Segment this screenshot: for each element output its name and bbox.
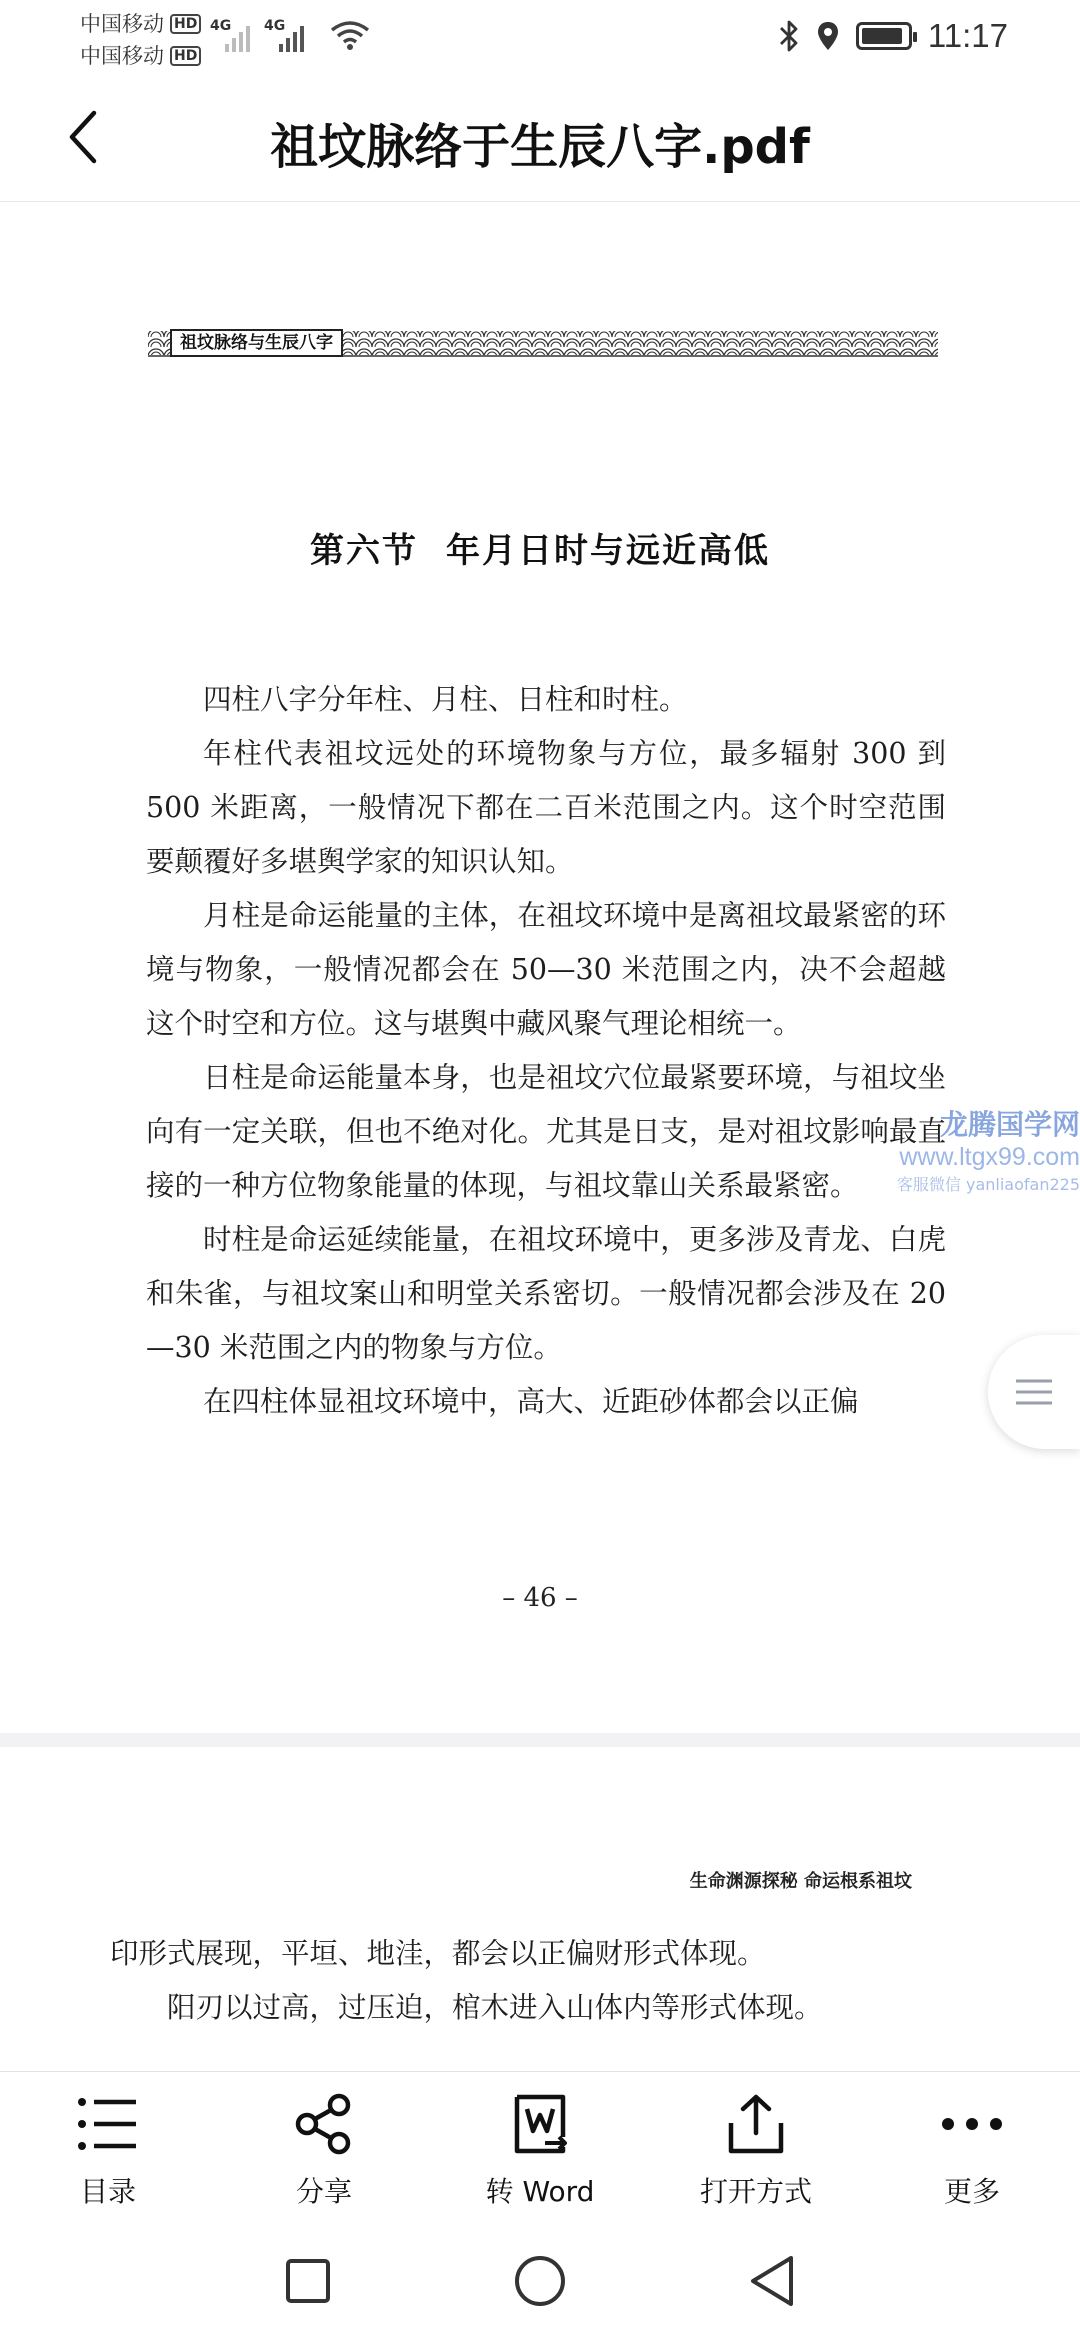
paragraph: 印形式展现，平垣、地洼，都会以正偏财形式体现。: [110, 1937, 766, 1970]
menu-lines-icon: [1014, 1377, 1054, 1407]
wifi-icon: [330, 18, 370, 52]
share-label: 分享: [295, 2175, 352, 2208]
watermark: [870, 1103, 1080, 1195]
running-head: [148, 327, 938, 359]
status-bar: [0, 0, 1080, 72]
nav-back-button[interactable]: [742, 2251, 802, 2311]
more-label: 更多: [943, 2175, 1000, 2208]
convert-word-label: 转 Word: [485, 2175, 595, 2208]
hd-badge: HD: [170, 46, 201, 66]
word-convert-icon: [509, 2093, 571, 2155]
recent-apps-button[interactable]: [278, 2251, 338, 2311]
open-with-label: 打开方式: [699, 2175, 812, 2208]
list-icon: [76, 2094, 140, 2154]
home-button[interactable]: [510, 2251, 570, 2311]
more-icon: [940, 2114, 1004, 2134]
circle-icon: [513, 2254, 567, 2308]
triangle-back-icon: [747, 2254, 797, 2308]
share-icon: [293, 2093, 355, 2155]
hd-badge: HD: [170, 14, 201, 34]
paragraph: 时柱是命运延续能量，在祖坟环境中，更多涉及青龙、白虎和朱雀，与祖坟案山和明堂关系密切。一般情况都会涉及在 20—30 米范围之内的物象与方位。: [146, 1223, 946, 1364]
section-name: 年月日时与远近高低: [446, 531, 770, 571]
watermark-url: www.ltgx99.com: [899, 1143, 1080, 1171]
running-head: 生命渊源探秘 命运根系祖坟: [689, 1871, 912, 1892]
running-head-label: 祖坟脉络与生辰八字: [170, 329, 343, 357]
signal-icon: [264, 18, 304, 52]
pdf-page: [0, 203, 1080, 1733]
page-body: [110, 1927, 970, 2035]
bottom-toolbar: [0, 2071, 1080, 2221]
paragraph: 月柱是命运能量的主体，在祖坟环境中是离祖坟最紧密的环境与物象，一般情况都会在 50—30 米范围之内，决不会超越这个时空和方位。这与堪舆中藏风聚气理论相统一。: [146, 899, 946, 1040]
toc-label: 目录: [79, 2175, 136, 2208]
carrier-name-1: 中国移动: [80, 12, 164, 36]
carrier-name-2: 中国移动: [80, 44, 164, 68]
carrier-info: [80, 8, 201, 72]
paragraph: 在四柱体显祖坟环境中，高大、近距砂体都会以正偏: [203, 1385, 859, 1418]
share-button[interactable]: [216, 2072, 432, 2221]
page-number: – 46 –: [502, 1583, 578, 1613]
paragraph: 四柱八字分年柱、月柱、日柱和时柱。: [203, 683, 688, 716]
document-title: 祖坟脉络于生辰八字.pdf: [270, 119, 810, 175]
paragraph: 年柱代表祖坟远处的环境物象与方位，最多辐射 300 到 500 米距离，一般情况下都在二百米范围之内。这个时空范围要颠覆好多堪舆学家的知识认知。: [146, 737, 946, 878]
system-nav-bar: [0, 2221, 1080, 2340]
pdf-viewer[interactable]: [0, 203, 1080, 2071]
location-icon: [816, 20, 840, 52]
bluetooth-icon: [778, 19, 800, 53]
convert-word-button[interactable]: [432, 2072, 648, 2221]
page-body: [146, 673, 946, 1429]
battery-icon: [856, 22, 912, 50]
paragraph: 日柱是命运能量本身，也是祖坟穴位最紧要环境，与祖坟坐向有一定关联，但也不绝对化。尤其是日支，是对祖坟影响最直接的一种方位物象能量的体现，与祖坟靠山关系最紧密。: [146, 1061, 946, 1202]
status-time: 11:17: [927, 17, 1008, 54]
section-title: [0, 523, 1080, 572]
watermark-title: 龙腾国学网: [939, 1108, 1080, 1141]
square-icon: [284, 2257, 332, 2305]
signal-icon: [210, 18, 250, 52]
section-number: 第六节: [310, 531, 418, 571]
open-with-button[interactable]: [648, 2072, 864, 2221]
open-with-icon: [725, 2093, 787, 2155]
cell-signals: [210, 18, 304, 52]
paragraph: 阳刃以过高，过压迫，棺木进入山体内等形式体现。: [167, 1991, 823, 2024]
network-type: 4G: [210, 18, 232, 34]
toc-button[interactable]: [0, 2072, 216, 2221]
pdf-page: [0, 1747, 1080, 2071]
title-bar: [0, 72, 1080, 202]
network-type: 4G: [264, 18, 286, 34]
more-button[interactable]: [864, 2072, 1080, 2221]
watermark-contact: 客服微信 yanliaofan225: [896, 1175, 1080, 1194]
